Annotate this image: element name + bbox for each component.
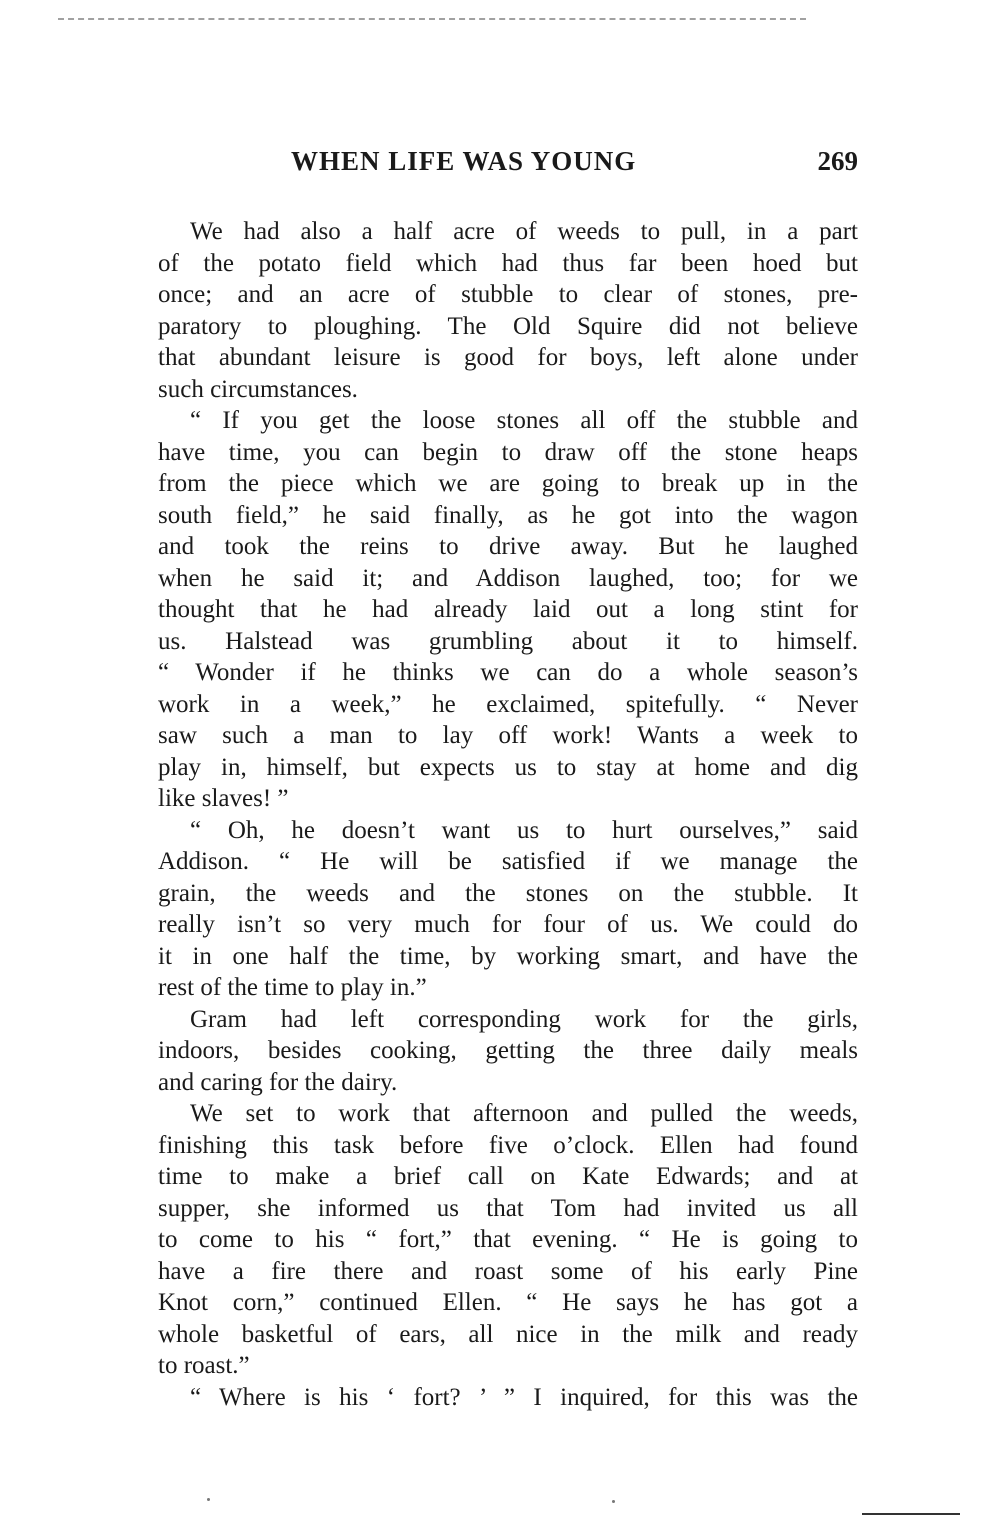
text-line: supper, she informed us that Tom had invited us all [158, 1194, 858, 1222]
text-line: “ Where is his ‘ fort? ’ ” I inquired, for this was the [190, 1383, 858, 1411]
running-title: WHEN LIFE WAS YOUNG [291, 146, 637, 176]
text-line: paratory to ploughing. The Old Squire did not believe [158, 312, 858, 340]
text-line: have a fire there and roast some of his early Pine [158, 1257, 858, 1285]
text-line: “ Oh, he doesn’t want us to hurt ourselves,” said [190, 816, 858, 844]
text-line: “ Wonder if he thinks we can do a whole season’s [158, 659, 858, 686]
body-text [158, 216, 858, 1413]
text-line: from the piece which we are going to break up in the [158, 470, 858, 497]
text-line: once; and an acre of stubble to clear of stones, pre- [158, 281, 858, 308]
text-line: Addison. “ He will be satisfied if we manage the [158, 848, 858, 875]
text-line: that abundant leisure is good for boys, left alone under [158, 344, 858, 371]
text-line: time to make a brief call on Kate Edwards; and at [158, 1163, 858, 1190]
text-line: like slaves! ” [158, 785, 289, 812]
text-line: really isn’t so very much for four of us. We could do [158, 911, 858, 938]
text-line: have time, you can begin to draw off the stone heaps [158, 438, 858, 466]
running-header [158, 146, 858, 182]
text-line: “ If you get the loose stones all off the stubble and [190, 407, 858, 434]
print-speck [612, 1500, 615, 1503]
bottom-edge-rule [862, 1513, 960, 1515]
text-line: work in a week,” he exclaimed, spitefully. “ Never [158, 690, 858, 718]
text-line: of the potato field which had thus far been hoed but [158, 249, 858, 277]
text-line: Gram had left corresponding work for the girls, [190, 1005, 858, 1033]
text-line: thought that he had already laid out a long stint for [158, 596, 858, 623]
text-line: us. Halstead was grumbling about it to himself. [158, 627, 858, 655]
text-line: and took the reins to drive away. But he laughed [158, 533, 858, 560]
text-line: play in, himself, but expects us to stay at home and dig [158, 753, 858, 781]
text-line: when he said it; and Addison laughed, too; for we [158, 564, 858, 592]
text-line: indoors, besides cooking, getting the three daily meals [158, 1037, 858, 1064]
top-edge-rule [58, 18, 806, 20]
text-line: finishing this task before five o’clock. Ellen had found [158, 1131, 858, 1159]
text-line: saw such a man to lay off work! Wants a week to [158, 722, 858, 749]
text-line: such circumstances. [158, 375, 358, 403]
text-line: whole basketful of ears, all nice in the milk and ready [158, 1320, 858, 1348]
print-speck [207, 1498, 210, 1501]
page-number: 269 [817, 146, 858, 176]
text-line: rest of the time to play in.” [158, 974, 427, 1001]
text-line: We set to work that afternoon and pulled the weeds, [190, 1100, 858, 1127]
text-line: grain, the weeds and the stones on the stubble. It [158, 879, 858, 907]
text-line: We had also a half acre of weeds to pull, in a part [190, 218, 858, 245]
text-line: it in one half the time, by working smart, and have the [158, 942, 858, 970]
text-line: Knot corn,” continued Ellen. “ He says he has got a [158, 1289, 858, 1316]
text-line: south field,” he said finally, as he got into the wagon [158, 501, 858, 529]
text-line: to roast.” [158, 1352, 250, 1379]
text-line: and caring for the dairy. [158, 1068, 398, 1096]
text-line: to come to his “ fort,” that evening. “ He is going to [158, 1226, 858, 1253]
